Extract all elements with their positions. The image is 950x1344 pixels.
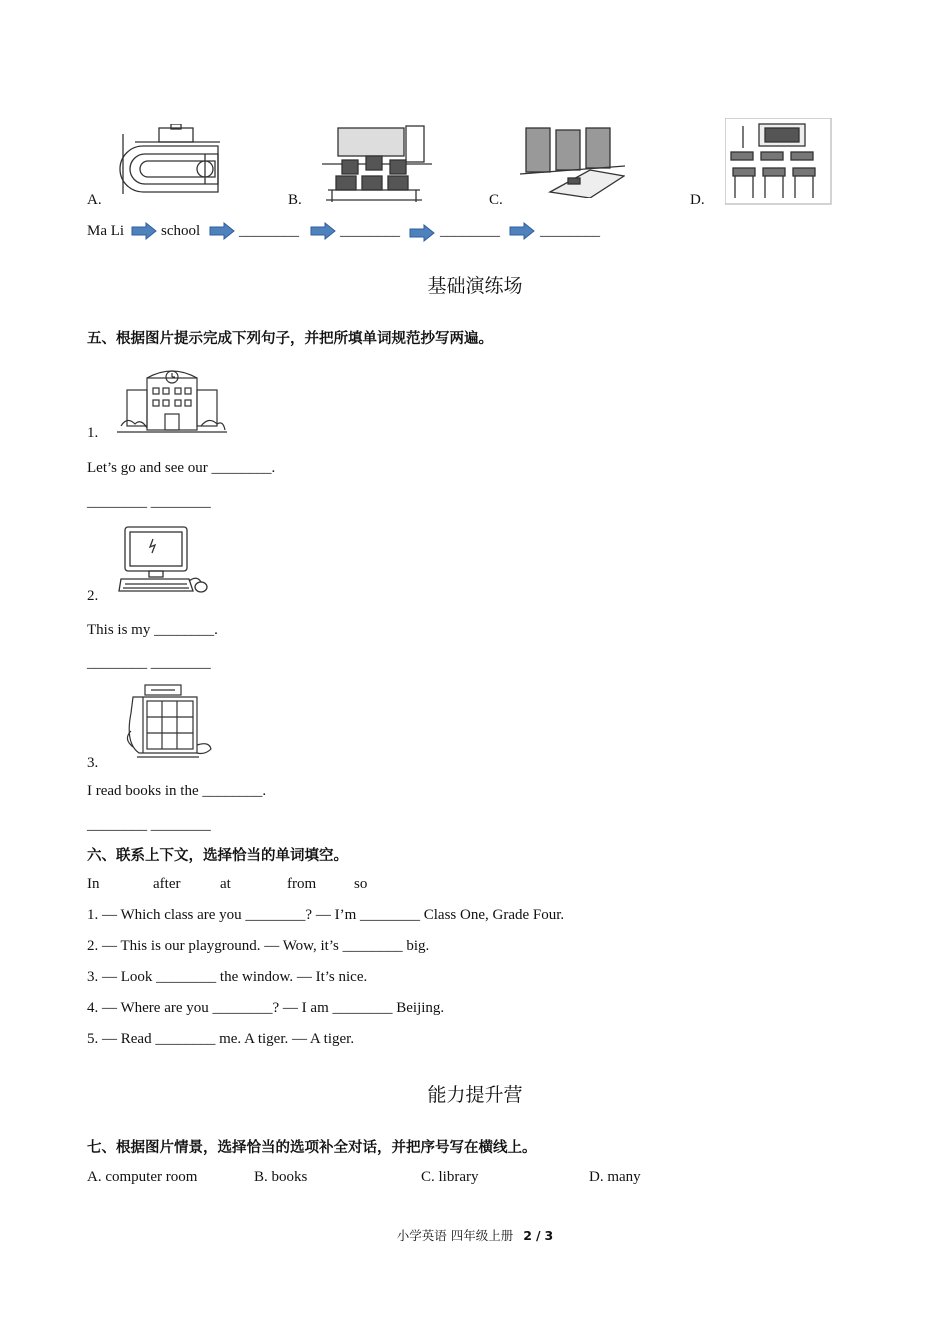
arrow-right-icon (310, 222, 336, 240)
word-bank-item: after (153, 876, 181, 892)
arrow-right-icon (509, 222, 535, 240)
word-bank-item: from (287, 876, 317, 892)
q5-item-3-number: 3. (87, 755, 99, 771)
route-school: school (161, 223, 201, 239)
computer-room-image (322, 124, 432, 202)
arrow-right-icon (131, 222, 157, 240)
q6-item-2[interactable]: 2. — This is our playground. — Wow, it’s ________ big. (87, 938, 430, 954)
q5-item-1-copy-lines[interactable]: ________ ________ (87, 494, 211, 510)
word-bank-item: so (354, 876, 368, 892)
route-start: Ma Li (87, 223, 125, 239)
q5-item-2-number: 2. (87, 588, 99, 604)
computer-image (117, 525, 212, 597)
section-title-advanced: 能力提升营 (427, 1084, 523, 1106)
q5-item-3-copy-lines[interactable]: ________ ________ (87, 817, 211, 833)
q6-heading: 六、联系上下文，选择恰当的单词填空。 (87, 848, 348, 864)
option-label-c: C. (489, 192, 503, 208)
word-bank-item: at (220, 876, 231, 892)
option-label-b: B. (288, 192, 302, 208)
route-blank-1[interactable]: ________ (239, 223, 299, 239)
q5-item-2-sentence[interactable]: This is my ________. (87, 622, 218, 638)
option-label-d: D. (690, 192, 705, 208)
route-blank-2[interactable]: ________ (340, 223, 400, 239)
library-image (520, 126, 625, 198)
q5-heading: 五、根据图片提示完成下列句子，并把所填单词规范抄写两遍。 (87, 331, 493, 347)
word-bank-item: In (87, 876, 100, 892)
route-blank-4[interactable]: ________ (540, 223, 600, 239)
q5-item-1-sentence[interactable]: Let’s go and see our ________. (87, 460, 276, 476)
q7-option-d: D. many (589, 1169, 641, 1185)
school-building-image (117, 360, 227, 438)
q6-item-1[interactable]: 1. — Which class are you ________? — I’m ________ Class One, Grade Four. (87, 907, 565, 923)
q5-item-2-copy-lines[interactable]: ________ ________ (87, 655, 211, 671)
arrow-right-icon (209, 222, 235, 240)
route-blank-3[interactable]: ________ (440, 223, 500, 239)
page-footer (0, 1226, 950, 1244)
option-label-a: A. (87, 192, 102, 208)
footer-separator: / (535, 1228, 541, 1243)
footer-total-pages: 3 (544, 1228, 554, 1243)
playground-image (115, 124, 220, 202)
footer-text: 小学英语 四年级上册 (396, 1228, 514, 1243)
footer-page-number: 2 (523, 1228, 532, 1243)
q6-item-5[interactable]: 5. — Read ________ me. A tiger. — A tiger. (87, 1031, 355, 1047)
q7-heading: 七、根据图片情景，选择恰当的选项补全对话，并把序号写在横线上。 (87, 1140, 537, 1156)
section-title-basic: 基础演练场 (427, 275, 523, 297)
q7-option-c: C. library (421, 1169, 479, 1185)
q7-option-a: A. computer room (87, 1169, 198, 1185)
library-building-image (117, 683, 215, 765)
q6-item-4[interactable]: 4. — Where are you ________? — I am ________ Beijing. (87, 1000, 445, 1016)
q6-item-3[interactable]: 3. — Look ________ the window. — It’s nice. (87, 969, 368, 985)
arrow-right-icon (409, 224, 435, 242)
classroom-image (725, 118, 833, 206)
q5-item-1-number: 1. (87, 425, 99, 441)
q5-item-3-sentence[interactable]: I read books in the ________. (87, 783, 267, 799)
q7-option-b: B. books (254, 1169, 308, 1185)
